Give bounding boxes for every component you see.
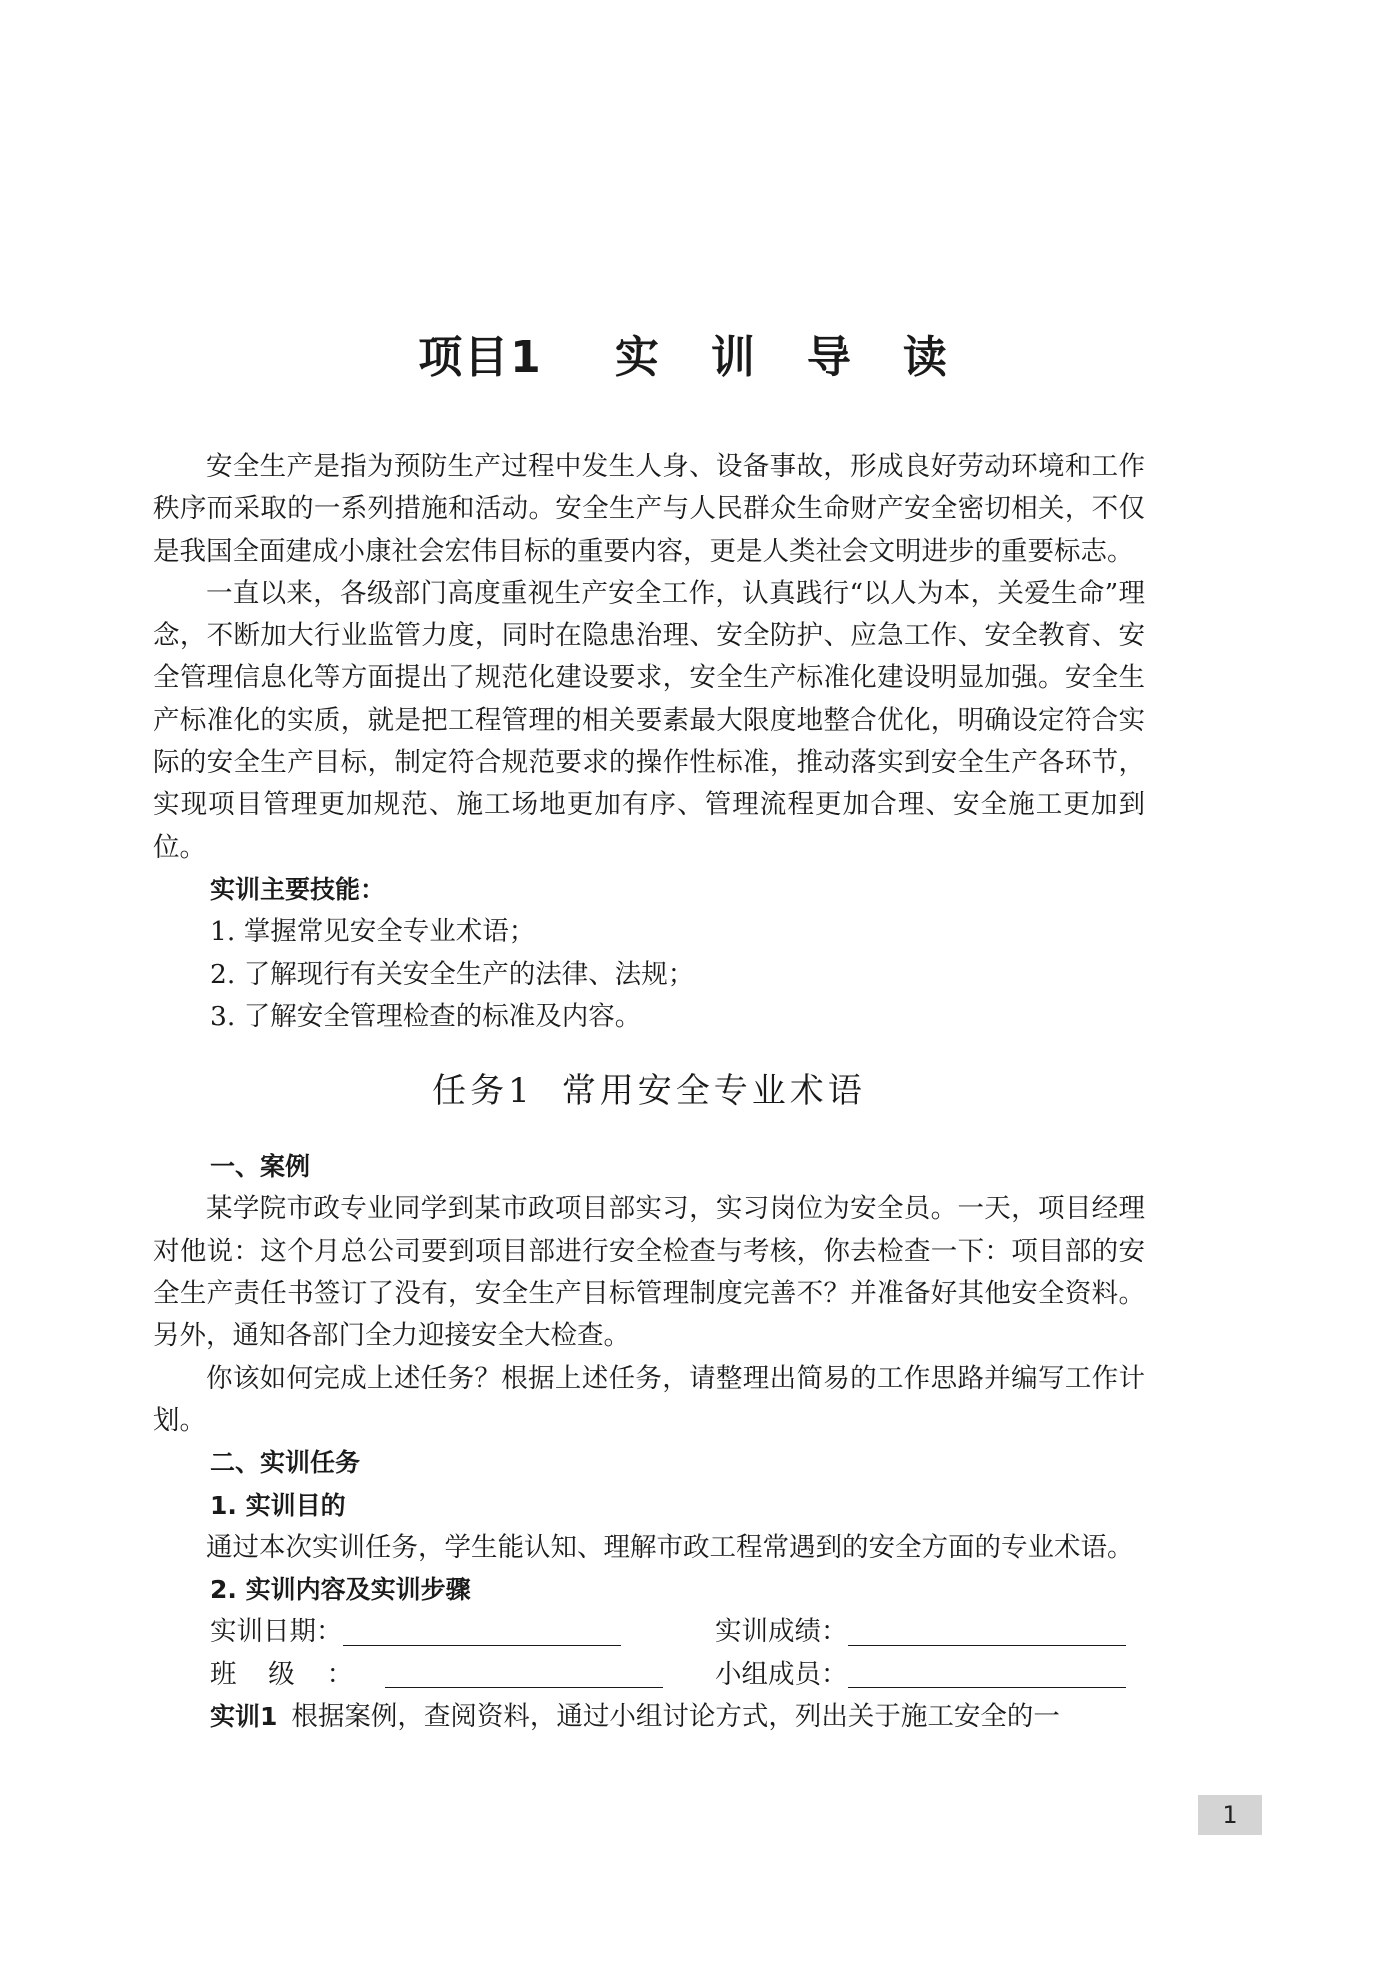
- title-word: 读: [902, 332, 947, 383]
- training-content-heading: 2. 实训内容及实训步骤: [210, 1575, 471, 1605]
- members-input-line[interactable]: [848, 1657, 1126, 1688]
- task-title: [153, 1060, 1145, 1122]
- skill-item: 1. 掌握常见安全专业术语；: [210, 916, 536, 948]
- project-title: [0, 328, 1391, 388]
- case-paragraph: 某学院市政专业同学到某市政项目部实习，实习岗位为安全员。一天，项目经理对他说：这个月总公司要到项目部进行安全检查与考核，你去检查一下：项目部的安全生产责任书签订了没有，安全生产目标管理制度完善不？并准备好其他安全资料。另外，通知各部门全力迎接安全大检查。: [153, 1193, 1145, 1352]
- training-task-heading: 二、实训任务: [210, 1448, 361, 1478]
- training-one-line: [153, 1696, 1145, 1738]
- case-heading: 一、案例: [210, 1152, 311, 1182]
- score-label: 实训成绩：: [715, 1616, 848, 1648]
- score-input-line[interactable]: [848, 1615, 1126, 1646]
- intro-paragraph: 一直以来，各级部门高度重视生产安全工作，认真践行“以人为本，关爱生命”理念，不断加大行业监管力度，同时在隐患治理、安全防护、应急工作、安全教育、安全管理信息化等方面提出了规范化建设要求，安全生产标准化建设明显加强。安全生产标准化的实质，就是把工程管理的相关要素最大限度地整合优化，明确设定符合实际的安全生产目标，制定符合规范要求的操作性标准，推动落实到安全生产各环节，实现项目管理更加规范、施工场地更加有序、管理流程更加合理、安全施工更加到位。: [153, 577, 1145, 863]
- skill-item: 3. 了解安全管理检查的标准及内容。: [210, 1000, 642, 1032]
- page-content: [153, 446, 1145, 1738]
- task-name: 常用安全专业术语: [561, 1071, 866, 1112]
- class-input-line[interactable]: [385, 1657, 663, 1688]
- date-field: [210, 1611, 715, 1653]
- form-row: [153, 1611, 1145, 1653]
- project-number: 项目1: [418, 332, 543, 383]
- training-goal-heading: 1. 实训目的: [210, 1490, 346, 1520]
- task-number: 任务1: [432, 1071, 534, 1112]
- date-input-line[interactable]: [343, 1615, 621, 1646]
- skills-heading: 实训主要技能：: [210, 874, 386, 904]
- class-label: 班级：: [210, 1658, 385, 1690]
- members-label: 小组成员：: [715, 1658, 848, 1690]
- date-label: 实训日期：: [210, 1616, 343, 1648]
- training-one-label: 实训1: [210, 1702, 278, 1732]
- score-field: [715, 1611, 1145, 1653]
- training-one-text: 根据案例，查阅资料，通过小组讨论方式，列出关于施工安全的一: [291, 1701, 1060, 1733]
- training-goal-text: 通过本次实训任务，学生能认知、理解市政工程常遇到的安全方面的专业术语。: [206, 1531, 1134, 1563]
- title-word: 训: [710, 332, 755, 383]
- class-field: [210, 1654, 715, 1696]
- members-field: [715, 1654, 1145, 1696]
- case-paragraph: 你该如何完成上述任务？根据上述任务，请整理出简易的工作思路并编写工作计划。: [153, 1362, 1145, 1436]
- skill-item: 2. 了解现行有关安全生产的法律、法规；: [210, 958, 695, 990]
- title-word: 实: [614, 332, 659, 383]
- page-number: 1: [1198, 1795, 1262, 1835]
- form-row: [153, 1654, 1145, 1696]
- title-word: 导: [806, 332, 851, 383]
- intro-paragraph: 安全生产是指为预防生产过程中发生人身、设备事故，形成良好劳动环境和工作秩序而采取的一系列措施和活动。安全生产与人民群众生命财产安全密切相关，不仅是我国全面建成小康社会宏伟目标的重要内容，更是人类社会文明进步的重要标志。: [153, 451, 1145, 567]
